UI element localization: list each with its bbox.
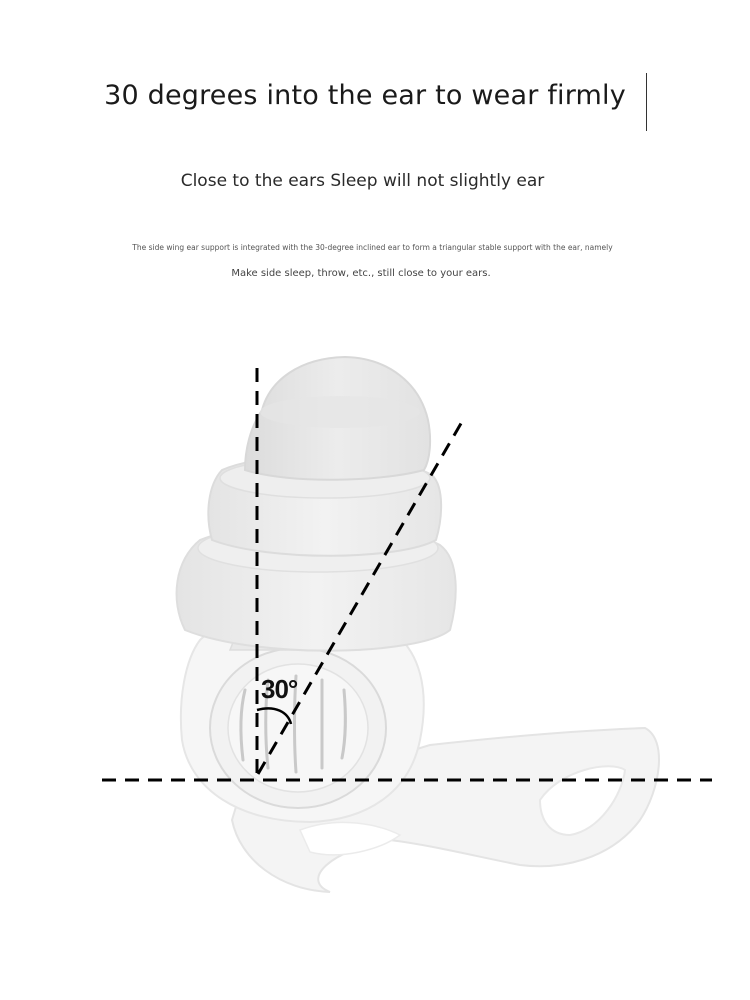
description-line-2: Make side sleep, throw, etc., still close to your ears. xyxy=(231,268,491,279)
description-line-1: The side wing ear support is integrated with the 30-degree inclined ear to form a triangular stable support with the ear, namely xyxy=(132,243,613,252)
page-title: 30 degrees into the ear to wear firmly xyxy=(104,80,626,111)
page-subtitle: Close to the ears Sleep will not slightly ear xyxy=(180,171,545,191)
angle-label: 30° xyxy=(261,674,298,704)
earplug-image xyxy=(177,357,659,892)
